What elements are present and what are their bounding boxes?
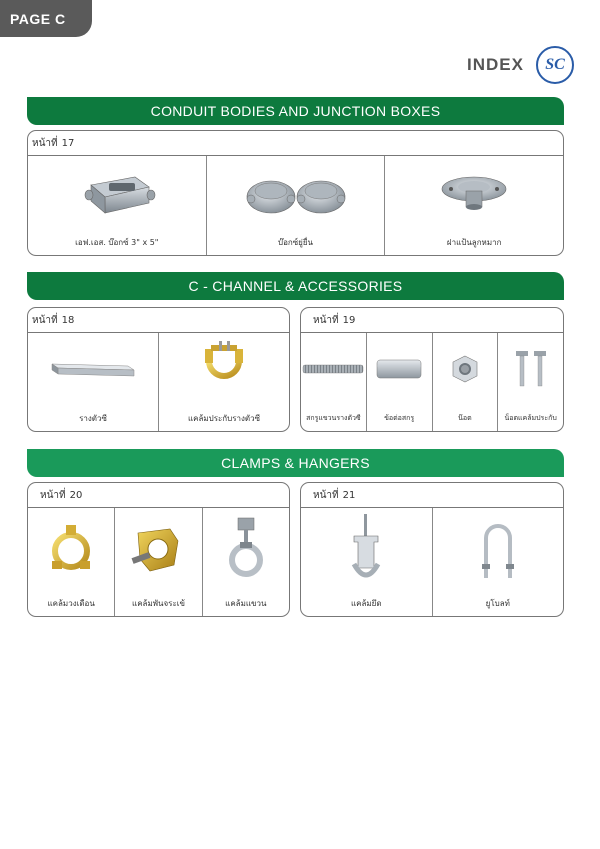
page-reference: [28, 308, 289, 333]
c-channel-rail-icon: [28, 333, 158, 405]
product-group-page-21: [300, 482, 564, 617]
product-caption: รางตัวซี: [79, 413, 107, 423]
product-group-page-20: [27, 482, 290, 617]
section-banner-c-channel: [27, 272, 564, 300]
product-caption: ฝาแป้นลูกหมาก: [446, 237, 502, 247]
clevis-hanger-icon: [301, 508, 432, 590]
product-group-page-17: [27, 130, 564, 256]
page-number: 18: [61, 314, 75, 326]
product-card[interactable]: [28, 333, 159, 431]
u-bolt-icon: [433, 508, 564, 590]
hanger-clamp-icon: [203, 508, 289, 590]
product-caption: ข้อต่อสกรู: [384, 413, 415, 422]
threaded-rod-icon: [301, 333, 366, 405]
page-number: 17: [61, 137, 75, 149]
page-number: 19: [342, 314, 356, 326]
page-reference: [301, 483, 563, 508]
section-title: CLAMPS & HANGERS: [221, 455, 370, 471]
page-label: หน้าที่: [313, 489, 339, 501]
product-caption: น็อตแคล้มประกับ: [504, 413, 557, 422]
page-reference: [28, 131, 563, 156]
section-title: C - CHANNEL & ACCESSORIES: [188, 278, 403, 294]
section-banner-clamps-hangers: [27, 449, 564, 477]
product-caption: สกรูแขวนรางตัวซี: [306, 413, 361, 422]
product-caption: แคล้มแขวน: [225, 598, 267, 608]
c-channel-clamp-icon: [159, 333, 289, 405]
product-card[interactable]: [385, 156, 563, 255]
round-junction-box-icon: [207, 156, 385, 229]
round-cover-plate-icon: [385, 156, 563, 229]
product-card[interactable]: [207, 156, 386, 255]
page-label: หน้าที่: [32, 314, 58, 326]
beam-clamp-icon: [115, 508, 201, 590]
product-caption: น๊อต: [458, 413, 472, 422]
section-banner-conduit-bodies: [27, 97, 564, 125]
product-caption: ยูโบลท์: [485, 598, 510, 608]
product-card[interactable]: [115, 508, 202, 616]
page-tab: [0, 0, 92, 37]
hex-nut-icon: [433, 333, 498, 405]
product-caption: แคล้มยึด: [350, 598, 382, 608]
section-title: CONDUIT BODIES AND JUNCTION BOXES: [150, 103, 441, 119]
sc-logo: [536, 46, 574, 84]
product-caption: บ๊อกซ์ยู่ยื่น: [278, 237, 313, 247]
product-group-page-18: [27, 307, 290, 432]
logo-text: SC: [545, 56, 565, 73]
product-caption: แคล้มวงเดือน: [47, 598, 95, 608]
page-number: 20: [69, 489, 83, 501]
product-card[interactable]: [203, 508, 289, 616]
pipe-clamp-icon: [28, 508, 114, 590]
page-label: หน้าที่: [40, 489, 66, 501]
page-label: หน้าที่: [313, 314, 339, 326]
fs-box-icon: [28, 156, 206, 229]
clamp-bolt-icon: [498, 333, 563, 405]
index-header: [467, 46, 574, 84]
product-card[interactable]: [498, 333, 563, 431]
product-card[interactable]: [301, 333, 367, 431]
product-card[interactable]: [433, 333, 499, 431]
page-number: 21: [342, 489, 356, 501]
page-reference: [28, 483, 289, 508]
product-card[interactable]: [433, 508, 564, 616]
product-card[interactable]: [301, 508, 433, 616]
page-label: หน้าที่: [32, 137, 58, 149]
product-group-page-19: [300, 307, 564, 432]
product-card[interactable]: [367, 333, 433, 431]
page-reference: [301, 308, 563, 333]
product-card[interactable]: [159, 333, 289, 431]
product-caption: แคล้มประกับรางตัวซี: [187, 413, 261, 423]
product-card[interactable]: [28, 156, 207, 255]
product-card[interactable]: [28, 508, 115, 616]
product-caption: เอฟ.เอส. บ๊อกซ์ 3" x 5": [75, 237, 159, 247]
index-title: INDEX: [467, 55, 524, 74]
product-caption: แคล้มพันจระเข้: [132, 598, 185, 608]
coupling-nut-icon: [367, 333, 432, 405]
page-tab-label: PAGE C: [10, 10, 66, 27]
